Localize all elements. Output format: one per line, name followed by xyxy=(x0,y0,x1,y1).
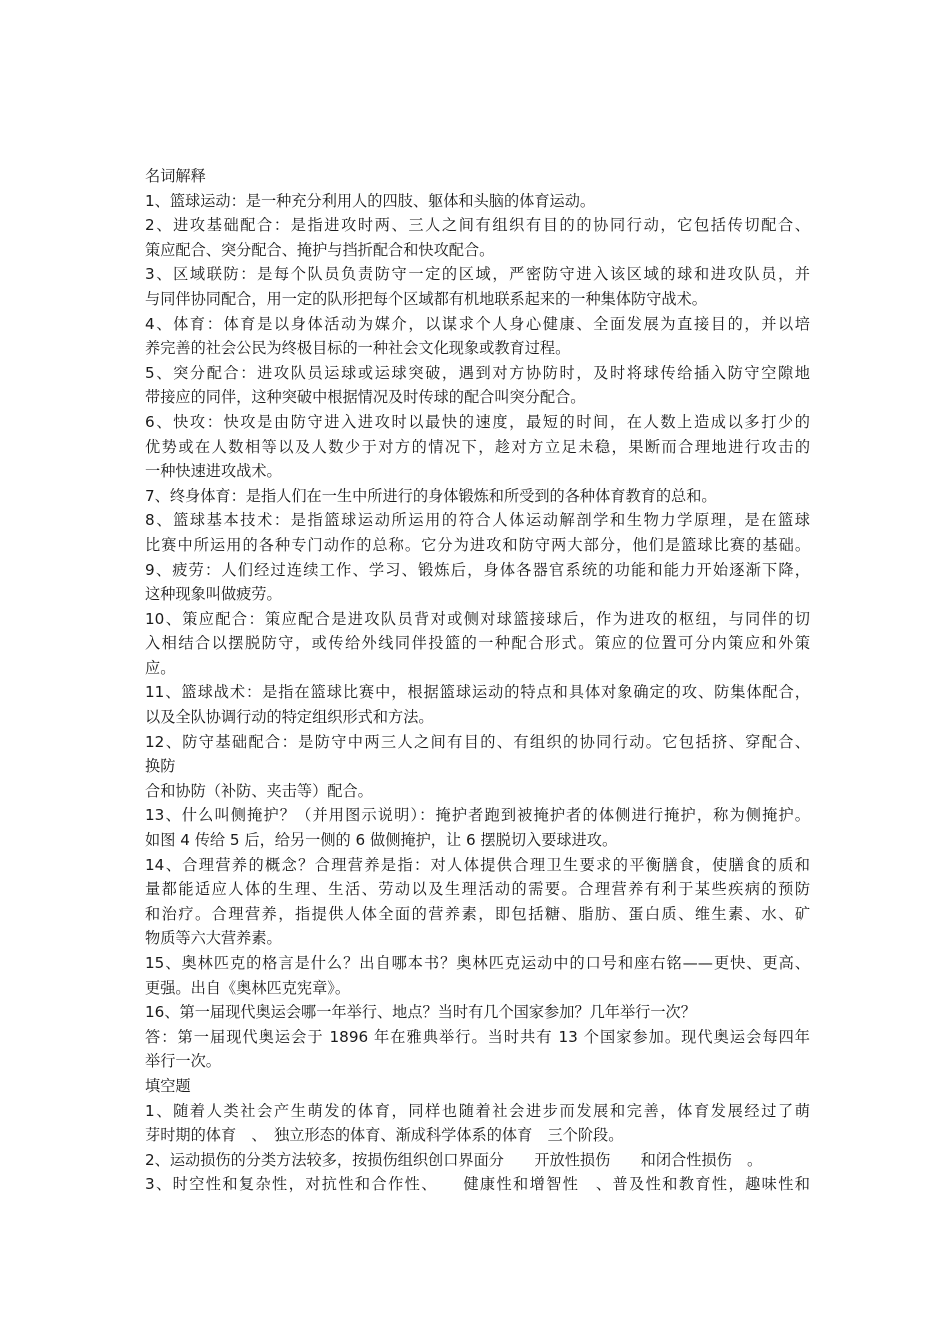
text-line: 物质等六大营养素。 xyxy=(145,929,282,948)
text-line: 5、突分配合：进攻队员运球或运球突破，遇到对方协防时，及时将球传给插入防守空隙地 xyxy=(145,363,810,382)
text-line: 1、篮球运动：是一种充分利用人的四肢、躯体和头脑的体育运动。 xyxy=(145,191,596,210)
text-line: 15、奥林匹克的格言是什么？出自哪本书？奥林匹克运动中的口号和座右铭——更快、更高、 xyxy=(145,954,810,972)
text-line: 1、随着人类社会产生萌发的体育，同样也随着社会进步而发展和完善，体育发展经过了萌 xyxy=(145,1101,810,1120)
text-line: 3、时空性和复杂性，对抗性和合作性、 健康性和增智性 、普及性和教育性，趣味性和 xyxy=(145,1175,810,1194)
text-line: 举行一次。 xyxy=(145,1052,221,1071)
text-line: 和治疗。合理营养，指提供人体全面的营养素，即包括糖、脂肪、蛋白质、维生素、水、矿 xyxy=(145,904,810,923)
text-line: 合和协防（补防、夹击等）配合。 xyxy=(145,781,373,800)
text-line: 养完善的社会公民为终极目标的一种社会文化现象或教育过程。 xyxy=(145,339,571,358)
text-line: 这种现象叫做疲劳。 xyxy=(145,585,282,604)
text-line: 带接应的同伴，这种突破中根据情况及时传球的配合叫突分配合。 xyxy=(145,388,586,407)
text-line: 2、运动损伤的分类方法较多，按损伤组织创口界面分 开放性损伤 和闭合性损伤 。 xyxy=(145,1150,763,1169)
text-line: 16、第一届现代奥运会哪一年举行、地点？当时有几个国家参加？几年举行一次？ xyxy=(145,1003,696,1022)
text-line: 3、区域联防：是每个队员负责防守一定的区域，严密防守进入该区域的球和进攻队员，并 xyxy=(145,265,810,284)
text-line: 比赛中所运用的各种专门动作的总称。它分为进攻和防守两大部分，他们是篮球比赛的基础。 xyxy=(145,535,810,554)
text-line: 换防 xyxy=(145,757,176,776)
text-line: 12、防守基础配合：是防守中两三人之间有目的、有组织的协同行动。它包括挤、穿配合、 xyxy=(145,732,810,751)
text-line: 答：第一届现代奥运会于 1896 年在雅典举行。当时共有 13 个国家参加。现代奥运会每四年 xyxy=(145,1027,810,1046)
text-line: 以及全队协调行动的特定组织形式和方法。 xyxy=(145,708,434,727)
text-line: 4、体育：体育是以身体活动为媒介，以谋求个人身心健康、全面发展为直接目的，并以培 xyxy=(145,314,810,333)
text-line: 应。 xyxy=(145,658,176,677)
section-title-fill-in: 填空题 xyxy=(145,1076,191,1095)
text-line: 芽时期的体育 、 独立形态的体育、渐成科学体系的体育 三个阶段。 xyxy=(145,1126,624,1145)
text-line: 优势或在人数相等以及人数少于对方的情况下，趁对方立足未稳，果断而合理地进行攻击的 xyxy=(145,437,810,456)
text-line: 11、篮球战术：是指在篮球比赛中，根据篮球运动的特点和具体对象确定的攻、防集体配合， xyxy=(145,683,810,702)
text-line: 6、快攻：快攻是由防守进入进攻时以最快的速度，最短的时间，在人数上造成以多打少的 xyxy=(145,412,810,431)
text-line: 8、篮球基本技术：是指篮球运动所运用的符合人体运动解剖学和生物力学原理，是在篮球 xyxy=(145,511,810,530)
text-line: 2、进攻基础配合：是指进攻时两、三人之间有组织有目的的协同行动，它包括传切配合、 xyxy=(145,216,810,235)
section-title-definitions: 名词解释 xyxy=(145,167,206,185)
text-line: 9、疲劳：人们经过连续工作、学习、锻炼后，身体各器官系统的功能和能力开始逐渐下降， xyxy=(145,560,810,579)
text-line: 14、合理营养的概念？合理营养是指：对人体提供合理卫生要求的平衡膳食，使膳食的质和 xyxy=(145,855,810,874)
text-line: 7、终身体育：是指人们在一生中所进行的身体锻炼和所受到的各种体育教育的总和。 xyxy=(145,486,717,505)
text-line: 入相结合以摆脱防守，或传给外线同伴投篮的一种配合形式。策应的位置可分内策应和外策 xyxy=(145,634,810,653)
text-line: 13、什么叫侧掩护？（并用图示说明）：掩护者跑到被掩护者的体侧进行掩护，称为侧掩护。 xyxy=(145,806,810,825)
document-page xyxy=(145,164,810,1197)
text-line: 一种快速进攻战术。 xyxy=(145,462,282,481)
text-line: 如图 4 传给 5 后，给另一侧的 6 做侧掩护，让 6 摆脱切入要球进攻。 xyxy=(145,831,618,850)
text-line: 更强。出自《奥林匹克宪章》。 xyxy=(145,978,351,997)
text-line: 量都能适应人体的生理、生活、劳动以及生理活动的需要。合理营养有利于某些疾病的预防 xyxy=(145,880,810,899)
text-line: 与同伴协同配合，用一定的队形把每个区域都有机地联系起来的一种集体防守战术。 xyxy=(145,289,707,308)
text-line: 策应配合、突分配合、掩护与挡折配合和快攻配合。 xyxy=(145,240,495,259)
text-line: 10、策应配合：策应配合是进攻队员背对或侧对球篮接球后，作为进攻的枢纽，与同伴的切 xyxy=(145,609,810,628)
